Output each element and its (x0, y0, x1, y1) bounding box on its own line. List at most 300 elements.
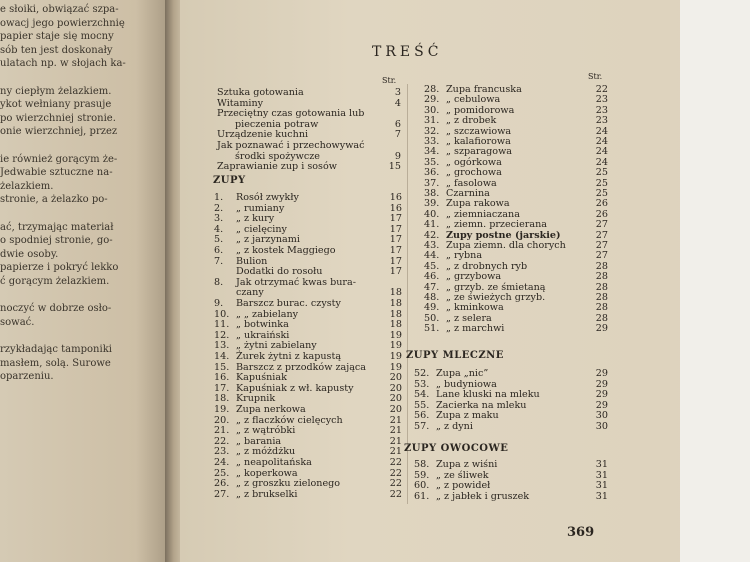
toc-entry-page: 16 (389, 192, 402, 203)
toc-entry-number: 6. (214, 245, 224, 256)
toc-entry-page: 23 (595, 115, 608, 127)
toc-entry-number: 7. (214, 255, 224, 267)
toc-entry-page: 18 (389, 308, 402, 320)
left-page (0, 0, 170, 562)
toc-entry-page: 20 (389, 404, 402, 415)
toc-entry-title: Kapuśniak z wł. kapusty (236, 382, 354, 394)
toc-entry-page: 26 (595, 208, 608, 220)
toc-entry-title: Zupa ziemn. dla chorych (446, 240, 566, 251)
toc-entry (414, 459, 608, 470)
toc-entry-title: „ z jarzynami (236, 234, 300, 246)
toc-entry-page: 6 (394, 118, 401, 130)
toc-entry-page: 27 (595, 240, 608, 251)
toc-entry (424, 178, 608, 189)
toc-entry (214, 256, 402, 267)
toc-entry-title: Żurek żytni z kapustą (236, 351, 342, 362)
toc-entry (217, 87, 401, 98)
toc-entry-page: 3 (394, 87, 401, 98)
toc-entry (214, 234, 402, 245)
toc-entry-title: „ kalafiorowa (446, 136, 511, 147)
toc-entry-page: 28 (595, 260, 608, 272)
left-page-text-line: ny ciepłym żelazkiem. (0, 85, 112, 97)
str-label-left: Str. (382, 76, 397, 85)
toc-entry (424, 157, 608, 168)
toc-entry (414, 379, 608, 390)
toc-entry-title: „ szczawiowa (446, 125, 512, 137)
toc-entry-number: 32. (424, 125, 440, 137)
toc-entry-page: 17 (389, 234, 402, 246)
toc-entry (217, 119, 401, 130)
toc-entry-number: 27. (214, 488, 230, 500)
toc-entry-page: 16 (389, 202, 402, 214)
section-zupy-owocowe: ZUPY OWOCOWE (404, 443, 509, 454)
left-page-text-line: Jedwabie sztuczne na- (0, 167, 113, 179)
toc-entry (414, 491, 608, 502)
toc-entry-page: 18 (389, 298, 402, 309)
toc-entry-page: 4 (394, 97, 401, 109)
toc-entry-number: 26. (214, 478, 230, 490)
toc-entry-page: 20 (389, 372, 402, 384)
toc-entry-number: 18. (214, 393, 230, 405)
left-page-text-line: oparzeniu. (0, 371, 54, 383)
toc-entry-number: 33. (424, 136, 440, 147)
toc-entry-number: 44. (424, 250, 440, 262)
section-zupy: ZUPY (213, 175, 246, 186)
toc-entry-title: Zupa „nic” (436, 368, 489, 379)
toc-entry-page: 31 (595, 469, 608, 481)
toc-entry-title: „ z dyni (436, 421, 473, 432)
toc-entry-number: 59. (414, 469, 430, 481)
toc-entry (424, 94, 608, 105)
toc-entry-title: Jak otrzymać kwas bura- (236, 276, 356, 288)
toc-entry (214, 404, 402, 415)
toc-entry-number: 57. (414, 421, 430, 432)
toc-entry-title: „ z brukselki (236, 488, 298, 500)
toc-entry-page: 21 (389, 425, 402, 437)
toc-entry (424, 313, 608, 324)
toc-entry-title: Zupa z maku (436, 410, 499, 422)
left-page-text-line: papierze i pokryć lekko (0, 262, 119, 274)
toc-entry-title: „ rumiany (236, 202, 285, 214)
toc-entry (424, 261, 608, 272)
toc-entry (424, 323, 608, 334)
toc-entry-number: 15. (214, 361, 230, 373)
left-page-text-line: stronie, a żelazko po- (0, 194, 108, 206)
toc-entry-title: Sztuka gotowania (217, 87, 304, 98)
toc-entry-page: 19 (389, 351, 402, 362)
toc-entry-page: 27 (595, 229, 608, 241)
toc-entry-number: 40. (424, 208, 440, 220)
toc-entry-title: „ grzyb. ze śmietaną (446, 281, 546, 293)
toc-entry-number: 9. (214, 298, 224, 309)
toc-entry-page: 7 (394, 129, 401, 141)
toc-entry-title: „ fasolowa (446, 177, 497, 189)
toc-entry-number: 38. (424, 188, 440, 199)
toc-entry-number: 23. (214, 446, 230, 458)
toc-entry-title: „ ziemn. przecierana (446, 219, 547, 231)
toc-entry-page: 24 (595, 146, 608, 158)
toc-entry-title: „ grzybowa (446, 271, 502, 283)
toc-entry-title: „ z flaczków cielęcych (236, 414, 343, 426)
toc-entry-number: 16. (214, 372, 230, 384)
toc-entry-page: 17 (389, 245, 402, 256)
toc-entry-number: 35. (424, 156, 440, 168)
toc-entry (214, 446, 402, 457)
toc-entry-page: 31 (595, 459, 608, 470)
toc-entry-title: „ grochowa (446, 167, 502, 179)
left-page-text-line: sować. (0, 316, 35, 328)
toc-entry (214, 266, 402, 277)
toc-entry-title: „ ziemniaczana (446, 208, 520, 220)
page-number: 369 (567, 525, 595, 540)
toc-entry-number: 29. (424, 94, 440, 106)
toc-entry (217, 151, 401, 162)
str-label-right: Str. (588, 72, 603, 81)
toc-entry-title: Bulion (236, 255, 268, 267)
toc-entry-page: 21 (389, 446, 402, 458)
toc-entry-page: 22 (389, 457, 402, 468)
toc-entry-number: 46. (424, 271, 440, 283)
toc-entry-number: 30. (424, 104, 440, 116)
toc-entry-title: Kapuśniak (236, 372, 287, 384)
toc-entry (217, 161, 401, 172)
toc-entry (424, 126, 608, 137)
toc-entry-page: 22 (389, 467, 402, 479)
toc-entry (214, 224, 402, 235)
toc-entry (214, 457, 402, 468)
toc-entry-page: 29 (595, 399, 608, 411)
toc-entry (214, 277, 402, 288)
toc-entry-title: Czarnina (446, 188, 490, 199)
left-page-text-line: sób ten jest doskonały (0, 44, 113, 56)
toc-entry-page: 17 (389, 255, 402, 267)
toc-entry-number: 1. (214, 192, 224, 203)
toc-entry-title: Rosół zwykły (236, 192, 299, 203)
left-page-text-line: o spodniej stronie, go- (0, 235, 113, 247)
toc-entry-page: 17 (389, 213, 402, 225)
column-divider (407, 84, 408, 504)
toc-entry-title: Witaminy (217, 97, 264, 109)
toc-entry-number: 22. (214, 435, 230, 447)
toc-entry-title: Przeciętny czas gotowania lub (217, 108, 365, 120)
toc-entry-number: 60. (414, 480, 430, 492)
toc-entry-title: „ ukraiński (236, 329, 290, 341)
toc-entry-number: 39. (424, 198, 440, 210)
toc-entry (214, 213, 402, 224)
toc-entry (424, 167, 608, 178)
toc-entry-number: 54. (414, 389, 430, 401)
toc-entry-page: 27 (595, 219, 608, 231)
toc-entry (214, 192, 402, 203)
toc-entry-page: 31 (595, 490, 608, 502)
toc-entry-page: 21 (389, 414, 402, 426)
toc-entry-title: „ pomidorowa (446, 104, 515, 116)
toc-entry-number: 2. (214, 202, 224, 214)
left-page-text-line: noczyć w dobrze osło- (0, 303, 112, 315)
toc-entry-page: 18 (389, 319, 402, 331)
toc-entry (424, 219, 608, 230)
toc-entry-number: 25. (214, 467, 230, 479)
toc-entry-number: 51. (424, 323, 440, 335)
toc-entry-page: 28 (595, 302, 608, 314)
toc-entry-page: 29 (595, 323, 608, 335)
toc-entry (217, 108, 401, 119)
toc-entry-title: „ budyniowa (436, 378, 497, 390)
toc-entry (214, 393, 402, 404)
toc-entry (424, 282, 608, 293)
toc-entry-page: 26 (595, 198, 608, 210)
toc-entry (217, 129, 401, 140)
toc-entry (214, 362, 402, 373)
toc-entry-page: 22 (595, 84, 608, 95)
toc-entry (214, 351, 402, 362)
toc-entry-page: 30 (595, 421, 608, 432)
toc-entry (214, 330, 402, 341)
toc-entry-number: 34. (424, 146, 440, 158)
toc-entry (414, 410, 608, 421)
toc-entry-title: Krupnik (236, 393, 276, 405)
toc-entry-title: „ koperkowa (236, 467, 298, 479)
toc-entry-number: 50. (424, 312, 440, 324)
toc-entry (214, 383, 402, 394)
toc-entry (424, 250, 608, 261)
toc-entry-title: „ ze świeżych grzyb. (446, 292, 546, 303)
toc-entry-number: 55. (414, 399, 430, 411)
toc-entry-title: „ z marchwi (446, 323, 505, 335)
toc-entry-number: 13. (214, 340, 230, 352)
toc-entry-number: 12. (214, 329, 230, 341)
left-page-text-line: ykot wełniany prasuje (0, 99, 112, 111)
toc-entry-page: 29 (595, 368, 608, 379)
toc-entry-number: 4. (214, 223, 224, 235)
toc-entry-page: 31 (595, 480, 608, 492)
toc-entry-page: 19 (389, 340, 402, 352)
toc-entry-page: 17 (389, 223, 402, 235)
toc-entry-number: 43. (424, 240, 440, 251)
toc-entry-title: „ cielęciny (236, 223, 287, 235)
toc-entry-number: 3. (214, 213, 224, 225)
toc-entry-title: „ ogórkowa (446, 156, 502, 168)
left-page-text-line: owacj jego powierzchnię (0, 17, 125, 29)
toc-entry-page: 25 (595, 167, 608, 179)
toc-entry (214, 436, 402, 447)
toc-entry-title: czany (236, 287, 264, 299)
toc-entry-title: „ cebulowa (446, 94, 501, 106)
toc-entry-number: 58. (414, 459, 430, 470)
toc-entry-page: 28 (595, 292, 608, 303)
toc-entry-page: 28 (595, 281, 608, 293)
toc-entry (424, 115, 608, 126)
toc-entry (424, 302, 608, 313)
section-zupy-mleczne: ZUPY MLECZNE (406, 350, 504, 361)
toc-entry-number: 5. (214, 234, 224, 246)
left-page-text-line: papier staje się mocny (0, 31, 114, 43)
toc-entry (214, 425, 402, 436)
toc-entry (214, 309, 402, 320)
toc-entry-title: pieczenia potraw (235, 118, 319, 130)
toc-entry-number: 10. (214, 308, 230, 320)
toc-entry (424, 240, 608, 251)
toc-entry-number: 14. (214, 351, 230, 362)
toc-entry-number: 8. (214, 276, 224, 288)
toc-entry-title: „ szparagowa (446, 146, 513, 158)
toc-entry-title: „ neapolitańska (236, 457, 312, 468)
toc-entry-page: 29 (595, 389, 608, 401)
toc-entry-number: 61. (414, 490, 430, 502)
left-page-text-line: ulatach np. w słojach ka- (0, 58, 126, 70)
toc-entry (424, 230, 608, 241)
toc-entry-page: 28 (595, 312, 608, 324)
toc-entry (414, 421, 608, 432)
toc-entry (424, 136, 608, 147)
toc-entry-title: „ z groszku zielonego (236, 478, 341, 490)
left-page-text-line: ać, trzymając materiał (0, 221, 114, 233)
toc-entry-number: 41. (424, 219, 440, 231)
toc-entry-title: „ ze śliwek (436, 469, 489, 481)
toc-entry-number: 49. (424, 302, 440, 314)
toc-entry (214, 245, 402, 256)
toc-entry-page: 25 (595, 188, 608, 199)
left-page-text-line: ie również gorącym że- (0, 153, 118, 165)
toc-entry-page: 17 (389, 266, 402, 278)
toc-entry-title: „ z drobek (446, 115, 497, 127)
toc-entry-page: 23 (595, 94, 608, 106)
page-title: TREŚĆ (372, 44, 443, 60)
toc-entry-page: 24 (595, 125, 608, 137)
toc-entry-title: „ barania (236, 435, 282, 447)
toc-entry-number: 42. (424, 229, 440, 241)
toc-entry-title: „ żytni zabielany (236, 340, 317, 352)
toc-entry-title: „ botwinka (236, 319, 289, 331)
toc-entry (424, 292, 608, 303)
toc-entry-page: 22 (389, 478, 402, 490)
toc-entry (424, 209, 608, 220)
toc-entry (214, 340, 402, 351)
toc-entry-page: 24 (595, 136, 608, 147)
toc-entry (214, 298, 402, 309)
toc-entry-page: 20 (389, 393, 402, 405)
toc-entry-page: 21 (389, 435, 402, 447)
toc-entry-page: 19 (389, 361, 402, 373)
toc-entry-number: 19. (214, 404, 230, 415)
toc-entry (214, 287, 402, 298)
toc-entry-number: 11. (214, 319, 230, 331)
toc-entry-title: Urządzenie kuchni (217, 129, 309, 141)
toc-entry-title: Dodatki do rosołu (236, 266, 323, 278)
toc-entry-title: Zacierka na mleku (436, 399, 527, 411)
toc-entry-number: 20. (214, 414, 230, 426)
toc-entry-page: 30 (595, 410, 608, 422)
toc-entry (414, 470, 608, 481)
toc-entry-page: 29 (595, 378, 608, 390)
toc-entry-title: „ z kostek Maggiego (236, 245, 336, 256)
toc-entry-title: Zupa nerkowa (236, 404, 306, 415)
toc-entry-page: 22 (389, 488, 402, 500)
toc-entry-title: Zupa rakowa (446, 198, 510, 210)
left-page-text-line: ć gorącym żelazkiem. (0, 276, 110, 287)
toc-entry-title: Zupa z wiśni (436, 459, 498, 470)
toc-entry-title: środki spożywcze (235, 150, 320, 162)
toc-entry-page: 25 (595, 177, 608, 189)
toc-entry-page: 18 (389, 287, 402, 299)
toc-entry-title: Lane kluski na mleku (436, 389, 540, 401)
left-page-text-line: e słoiki, obwiązać szpa- (0, 4, 119, 15)
toc-entry (424, 271, 608, 282)
left-page-text-line: rzykładając tamponiki (0, 344, 112, 355)
toc-entry-title: Barszcz z przodków zająca (236, 361, 367, 373)
toc-entry (414, 389, 608, 400)
toc-entry (424, 84, 608, 95)
toc-entry-page: 27 (595, 250, 608, 262)
toc-entry-page: 15 (388, 161, 401, 173)
toc-entry-number: 48. (424, 292, 440, 303)
toc-entry-title: Zupa francuska (446, 84, 522, 95)
toc-entry-page: 23 (595, 104, 608, 116)
toc-entry-title: „ „ zabielany (236, 308, 299, 320)
toc-entry (214, 478, 402, 489)
toc-entry-number: 17. (214, 382, 230, 394)
toc-entry-number: 28. (424, 84, 440, 95)
toc-entry (424, 188, 608, 199)
toc-entry-title: „ z móżdżku (236, 446, 296, 458)
toc-entry (214, 468, 402, 479)
toc-entry-number: 56. (414, 410, 430, 422)
toc-entry (424, 146, 608, 157)
toc-entry-number: 24. (214, 457, 230, 468)
toc-entry-title: „ z powideł (436, 480, 491, 492)
toc-entry-title: „ z wątróbki (236, 425, 296, 437)
left-page-text-line: po wierzchniej stronie. (0, 112, 116, 124)
left-page-text-line: dwie osoby. (0, 248, 59, 260)
toc-entry-number: 52. (414, 368, 430, 379)
toc-entry (424, 198, 608, 209)
toc-entry (414, 480, 608, 491)
toc-entry-title: „ z kury (236, 213, 275, 225)
toc-entry (414, 400, 608, 411)
toc-entry-title: „ kminkowa (446, 302, 504, 314)
left-page-text-line: onie wierzchniej, przez (0, 126, 118, 138)
toc-entry-title: Barszcz burac. czysty (236, 298, 341, 309)
toc-entry-title: Jak poznawać i przechowywać (217, 140, 365, 151)
toc-entry (214, 372, 402, 383)
toc-entry-number: 37. (424, 177, 440, 189)
toc-entry-title: „ rybna (446, 250, 483, 262)
toc-entry-number: 53. (414, 378, 430, 390)
left-page-text-line: masłem, solą. Surowe (0, 357, 111, 369)
toc-entry-number: 36. (424, 167, 440, 179)
toc-entry-page: 24 (595, 156, 608, 168)
toc-entry-title: Zupy postne (jarskie) (446, 229, 561, 241)
left-page-text-line: żelazkiem. (0, 180, 54, 192)
toc-entry-number: 45. (424, 260, 440, 272)
toc-entry-title: „ z jabłek i gruszek (436, 490, 530, 502)
toc-entry-page: 19 (389, 329, 402, 341)
toc-entry (214, 415, 402, 426)
toc-entry-title: „ z selera (446, 312, 492, 324)
toc-entry-page: 28 (595, 271, 608, 283)
toc-entry-number: 31. (424, 115, 440, 127)
toc-entry-page: 20 (389, 382, 402, 394)
toc-entry (217, 140, 401, 151)
toc-entry (214, 319, 402, 330)
background-surface (680, 0, 750, 562)
toc-entry (214, 203, 402, 214)
toc-entry (414, 368, 608, 379)
toc-entry-number: 47. (424, 281, 440, 293)
toc-entry (214, 489, 402, 500)
toc-entry (424, 105, 608, 116)
toc-entry (217, 98, 401, 109)
